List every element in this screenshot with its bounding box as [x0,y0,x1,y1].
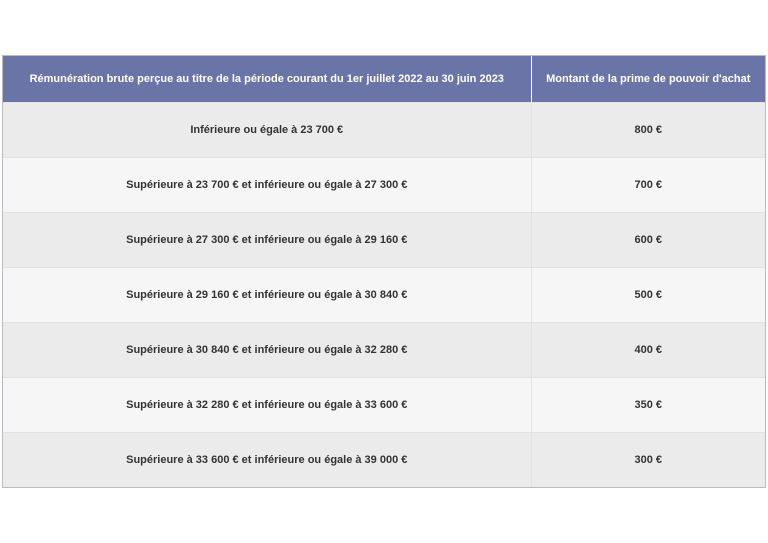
header-remuneration: Rémunération brute perçue au titre de la période courant du 1er juillet 2022 au 30 juin 2023 [3,56,531,102]
cell-remuneration: Supérieure à 27 300 € et inférieure ou égale à 29 160 € [3,212,531,267]
table-body [3,102,765,487]
cell-montant: 500 € [531,267,765,322]
header-montant: Montant de la prime de pouvoir d'achat [531,56,765,102]
header-row [3,56,765,102]
cell-montant: 400 € [531,322,765,377]
table-row [3,102,765,157]
cell-remuneration: Supérieure à 29 160 € et inférieure ou égale à 30 840 € [3,267,531,322]
table-row [3,267,765,322]
cell-remuneration: Inférieure ou égale à 23 700 € [3,102,531,157]
prime-table [3,56,765,487]
cell-montant: 300 € [531,432,765,487]
cell-remuneration: Supérieure à 33 600 € et inférieure ou égale à 39 000 € [3,432,531,487]
cell-remuneration: Supérieure à 30 840 € et inférieure ou égale à 32 280 € [3,322,531,377]
cell-remuneration: Supérieure à 23 700 € et inférieure ou égale à 27 300 € [3,157,531,212]
cell-remuneration: Supérieure à 32 280 € et inférieure ou égale à 33 600 € [3,377,531,432]
table-row [3,157,765,212]
table-row [3,212,765,267]
cell-montant: 350 € [531,377,765,432]
table-header [3,56,765,102]
table-row [3,432,765,487]
table-row [3,377,765,432]
table-row [3,322,765,377]
cell-montant: 800 € [531,102,765,157]
prime-table-container [2,55,766,488]
cell-montant: 600 € [531,212,765,267]
cell-montant: 700 € [531,157,765,212]
